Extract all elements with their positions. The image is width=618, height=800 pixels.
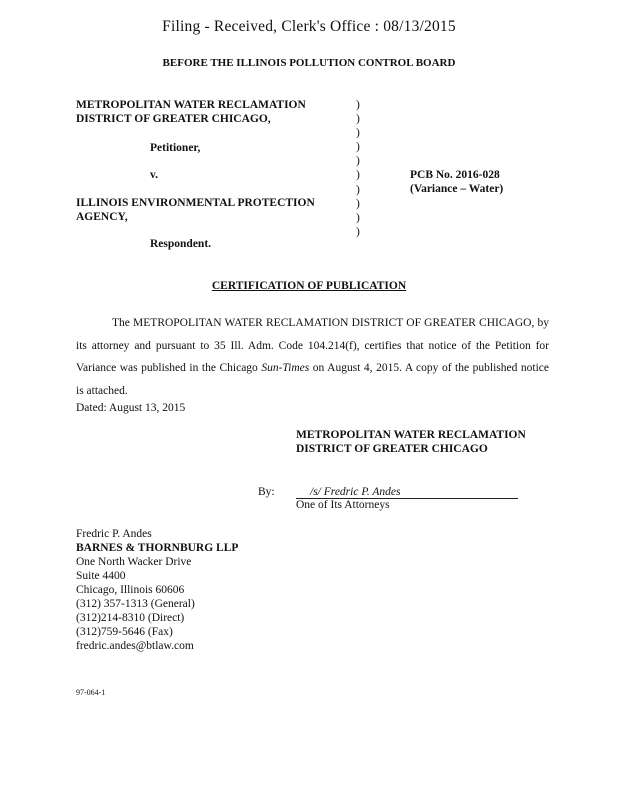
respondent-role: Respondent. bbox=[150, 238, 212, 250]
case-type: (Variance – Water) bbox=[410, 183, 504, 195]
by-label: By: bbox=[258, 486, 275, 498]
contact-city: Chicago, Illinois 60606 bbox=[76, 584, 185, 596]
signature-org-line2: DISTRICT OF GREATER CHICAGO bbox=[296, 443, 488, 455]
signature-org bbox=[296, 428, 526, 456]
contact-phone-general: (312) 357-1313 (General) bbox=[76, 598, 195, 610]
petitioner-name-line2: DISTRICT OF GREATER CHICAGO, bbox=[76, 113, 271, 125]
contact-address1: One North Wacker Drive bbox=[76, 556, 192, 568]
contact-address2: Suite 4400 bbox=[76, 570, 126, 582]
petitioner-name-line1: METROPOLITAN WATER RECLAMATION bbox=[76, 99, 306, 111]
board-heading: BEFORE THE ILLINOIS POLLUTION CONTROL BOARD bbox=[162, 57, 456, 69]
filing-stamp: Filing - Received, Clerk's Office : 08/13/2015 bbox=[162, 18, 456, 35]
certification-title: CERTIFICATION OF PUBLICATION bbox=[211, 280, 407, 292]
versus: v. bbox=[150, 169, 158, 181]
case-number: PCB No. 2016-028 bbox=[410, 169, 500, 181]
caption-parens: ) ) ) ) ) ) ) ) ) ) bbox=[356, 99, 360, 238]
newspaper-name: Sun-Times bbox=[261, 362, 310, 374]
signature-role: One of Its Attorneys bbox=[296, 499, 390, 511]
signature-org-line1: METROPOLITAN WATER RECLAMATION bbox=[296, 429, 526, 441]
petitioner-role: Petitioner, bbox=[150, 142, 201, 154]
dated-line: Dated: August 13, 2015 bbox=[76, 402, 186, 414]
contact-name: Fredric P. Andes bbox=[76, 528, 152, 540]
document-id: 97-064-1 bbox=[76, 688, 106, 697]
signature-line bbox=[296, 486, 518, 499]
signature-text: /s/ Fredric P. Andes bbox=[310, 486, 401, 498]
contact-phone-direct: (312)214-8310 (Direct) bbox=[76, 612, 185, 624]
contact-block bbox=[76, 527, 238, 653]
respondent-name-line2: AGENCY, bbox=[76, 211, 128, 223]
contact-email: fredric.andes@btlaw.com bbox=[76, 640, 194, 652]
body-text-start: The METROPOLITAN WATER RECLAMATION DISTRICT OF GREATER CHICAGO, by its attorney and pursuant to 35 Ill. Adm. Code 104.214(f), certifies that notice of the Petition for Variance was published in the Chicago bbox=[76, 317, 549, 374]
contact-firm: BARNES & THORNBURG LLP bbox=[76, 542, 239, 554]
respondent-name-line1: ILLINOIS ENVIRONMENTAL PROTECTION bbox=[76, 197, 315, 209]
contact-fax: (312)759-5646 (Fax) bbox=[76, 626, 173, 638]
body-text-end: on August 4, 2015. A copy of the published notice is attached. bbox=[76, 362, 549, 397]
certification-body bbox=[76, 312, 549, 402]
